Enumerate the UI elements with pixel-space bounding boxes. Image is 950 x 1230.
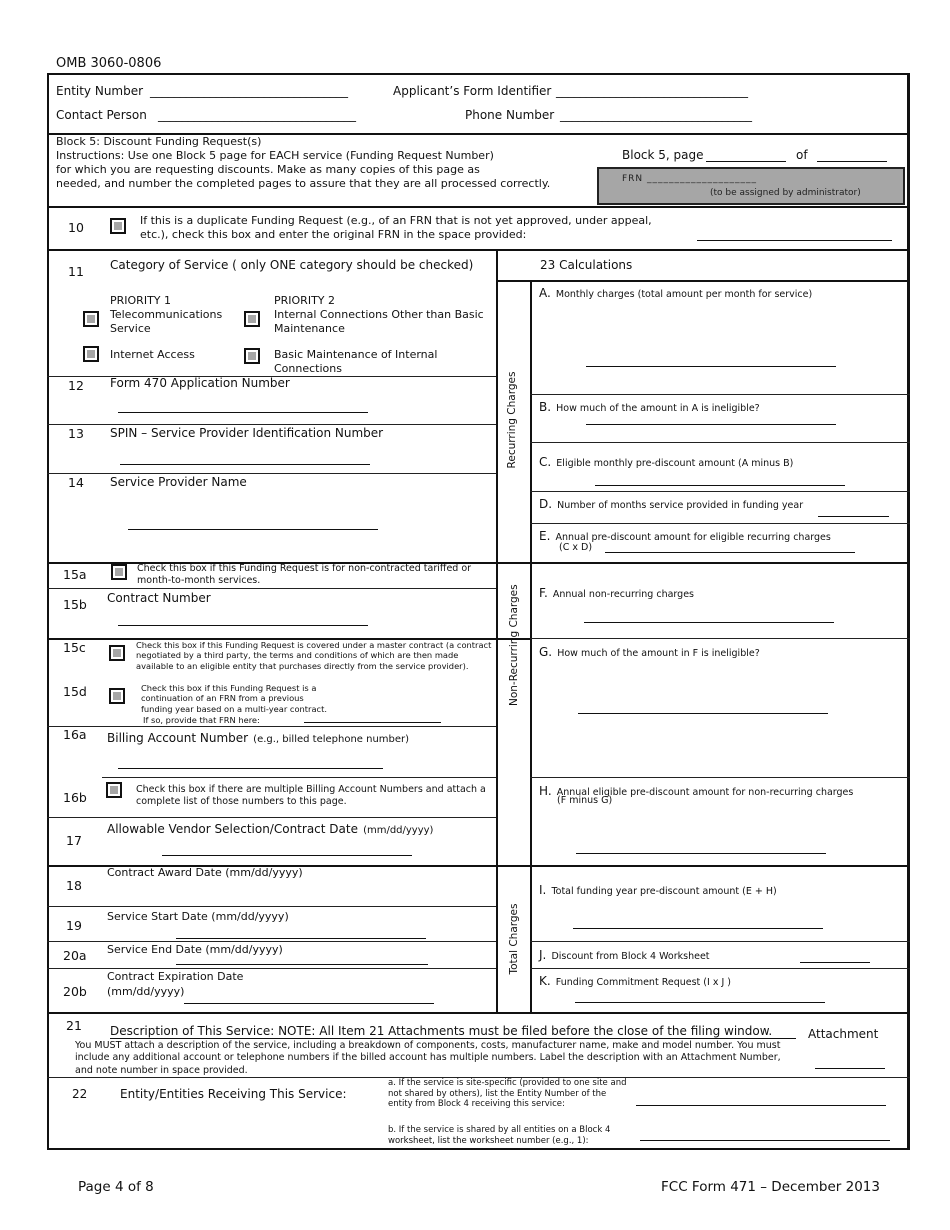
- telecom-service-checkbox[interactable]: [83, 311, 99, 327]
- item-16b-checkbox[interactable]: [106, 782, 122, 798]
- applicant-form-id-label: Applicant’s Form Identifier: [393, 84, 552, 98]
- block5-of-label: of: [796, 148, 808, 162]
- calc-k-letter: K.: [539, 974, 551, 988]
- calc-h-text-2: (F minus G): [557, 795, 613, 806]
- entity-number-field[interactable]: _________________________________: [150, 84, 348, 98]
- internet-access-checkbox[interactable]: [83, 346, 99, 362]
- item-15b-number: 15b: [63, 597, 87, 612]
- item-17-label-group: [107, 818, 433, 837]
- calc-f-row: [539, 582, 694, 601]
- item-16a-label: Billing Account Number: [107, 731, 249, 745]
- calc-g-text: How much of the amount in F is ineligible?: [557, 648, 760, 659]
- item-20b-number: 20b: [63, 984, 87, 999]
- item-22-a-text: a. If the service is site-specific (provided to one site and not shared by others), list the Entity Number of the entity from Block 4 receiving this service:: [388, 1078, 627, 1110]
- item-22-a-entity-number-field[interactable]: [636, 1105, 886, 1106]
- item-21-title: Description of This Service: NOTE: All Item 21 Attachments must be filed before the close of the filing window.: [110, 1024, 773, 1038]
- block5-page-field[interactable]: [706, 161, 786, 162]
- calc-b-letter: B.: [539, 400, 552, 414]
- service-end-date-field[interactable]: [176, 964, 428, 965]
- calc-j-text: Discount from Block 4 Worksheet: [551, 951, 710, 962]
- phone-number-label: Phone Number: [465, 108, 555, 122]
- calc-i-row: [539, 879, 777, 898]
- item-15c-checkbox[interactable]: [109, 645, 125, 661]
- item-15c-text: Check this box if this Funding Request is covered under a master contract (a contract negotiated by a third party, the terms and conditions of which are then made available to an eligible entity that purchases directly from the service provider).: [136, 640, 492, 671]
- calc-c-text: Eligible monthly pre-discount amount (A minus B): [556, 458, 794, 469]
- service-provider-name-field[interactable]: [128, 529, 378, 530]
- item-21-title-underline: [110, 1038, 796, 1039]
- item-16a-label-group: [107, 727, 409, 746]
- frn-box: [597, 167, 905, 205]
- calc-j-field[interactable]: [800, 962, 870, 963]
- item-20b-label-2: (mm/dd/yyyy): [107, 985, 185, 998]
- item-17-number: 17: [66, 833, 82, 848]
- block5-instructions-2: for which you are requesting discounts. Make as many copies of this page as: [56, 163, 480, 176]
- contract-number-field[interactable]: [118, 625, 368, 626]
- item-10-checkbox[interactable]: [110, 218, 126, 234]
- block5-of-field[interactable]: [817, 161, 887, 162]
- attachment-number-field[interactable]: [815, 1068, 885, 1069]
- total-charges-label: Total Charges: [508, 903, 520, 975]
- item-18-number: 18: [66, 878, 82, 893]
- item-15d-text: Check this box if this Funding Request is a continuation of an FRN from a previous funding year based on a multi-year contract.: [141, 683, 327, 714]
- calc-k-field[interactable]: [575, 1002, 825, 1003]
- vendor-selection-date-field[interactable]: [162, 855, 412, 856]
- item-13-label: SPIN – Service Provider Identification Number: [110, 426, 384, 440]
- calc-k-text: Funding Commitment Request (I x J ): [555, 977, 731, 988]
- calc-c-field[interactable]: [595, 485, 845, 486]
- frn-note: (to be assigned by administrator): [710, 188, 861, 198]
- block5-instructions-3: needed, and number the completed pages to assure that they are all processed correctly.: [56, 177, 551, 190]
- item-12-label: Form 470 Application Number: [110, 376, 290, 390]
- item-11-number: 11: [68, 264, 84, 279]
- item-17-label: Allowable Vendor Selection/Contract Date: [107, 822, 358, 836]
- calc-d-letter: D.: [539, 497, 553, 511]
- calc-a-letter: A.: [539, 286, 551, 300]
- omb-number: OMB 3060-0806: [56, 56, 162, 71]
- item-16a-number: 16a: [63, 727, 87, 742]
- spin-field[interactable]: [120, 464, 370, 465]
- calc-h-field[interactable]: [576, 853, 826, 854]
- priority-1-title: PRIORITY 1: [110, 294, 171, 307]
- previous-frn-field[interactable]: [304, 722, 441, 723]
- item-18-label: Contract Award Date (mm/dd/yyyy): [107, 866, 303, 879]
- item-11-title: Category of Service ( only ONE category should be checked): [110, 258, 474, 272]
- footer-page-number: Page 4 of 8: [78, 1179, 154, 1195]
- item-17-hint: (mm/dd/yyyy): [363, 825, 434, 836]
- item-10-original-frn-field[interactable]: [697, 240, 892, 241]
- calc-b-field[interactable]: [586, 424, 836, 425]
- calc-h-text: Annual eligible pre-discount amount for non-recurring charges: [556, 787, 854, 798]
- block5-page-label: Block 5, page: [622, 148, 704, 162]
- calc-d-row: [539, 493, 803, 512]
- calc-j-letter: J.: [539, 948, 547, 962]
- recurring-charges-label: Recurring Charges: [506, 371, 518, 469]
- calc-d-text: Number of months service provided in funding year: [557, 500, 804, 511]
- item-15d-checkbox[interactable]: [109, 688, 125, 704]
- contact-person-field[interactable]: _________________________________: [158, 108, 356, 122]
- calc-f-text: Annual non-recurring charges: [552, 589, 694, 600]
- calc-f-letter: F.: [539, 586, 548, 600]
- internal-connections-label: Internal Connections Other than Basic Maintenance: [274, 308, 484, 335]
- item-15a-text: Check this box if this Funding Request is for non-contracted tariffed or month-to-month services.: [137, 563, 472, 587]
- item-15a-number: 15a: [63, 567, 87, 582]
- item-20a-number: 20a: [63, 948, 87, 963]
- form-470-number-field[interactable]: [118, 412, 368, 413]
- priority-2-title: PRIORITY 2: [274, 294, 335, 307]
- calc-g-field[interactable]: [578, 713, 828, 714]
- telecom-service-label: Telecommunications Service: [110, 308, 223, 335]
- item-15d-text-2: If so, provide that FRN here:: [143, 715, 260, 725]
- calc-e-field[interactable]: [605, 552, 855, 553]
- item-21-number: 21: [66, 1018, 82, 1033]
- calc-a-text: Monthly charges (total amount per month for service): [555, 289, 813, 300]
- calc-c-letter: C.: [539, 455, 552, 469]
- item-21-body: You MUST attach a description of the service, including a breakdown of components, costs, manufacturer name, make and model number. You must include any additional account or telephone numbers if the billed account has multiple numbers. Label the description with an Attachment Number, and note number in space provided.: [75, 1040, 781, 1076]
- item-20b-label-1: Contract Expiration Date: [107, 970, 244, 983]
- calc-i-field[interactable]: [573, 928, 823, 929]
- item-16b-number: 16b: [63, 790, 87, 805]
- basic-maintenance-label: Basic Maintenance of Internal Connections: [274, 348, 438, 375]
- attachment-label: Attachment: [808, 1027, 879, 1041]
- non-recurring-charges-label: Non-Recurring Charges: [508, 584, 520, 706]
- item-10-text: If this is a duplicate Funding Request (e.g., of an FRN that is not yet approved, under appeal, etc.), check this box and enter the original FRN in the space provided:: [140, 214, 652, 242]
- service-start-date-field[interactable]: [176, 938, 426, 939]
- item-22-label: Entity/Entities Receiving This Service:: [120, 1087, 347, 1101]
- basic-maintenance-checkbox[interactable]: [244, 348, 260, 364]
- calculations-title: 23 Calculations: [540, 258, 633, 272]
- contact-person-label: Contact Person: [56, 108, 147, 122]
- item-22-b-text: b. If the service is shared by all entities on a Block 4 worksheet, list the worksheet number (e.g., 1):: [388, 1125, 611, 1146]
- block5-instructions-1: Instructions: Use one Block 5 page for EACH service (Funding Request Number): [56, 149, 494, 162]
- billing-account-number-field[interactable]: [118, 768, 383, 769]
- calc-b-row: [539, 396, 760, 415]
- calc-f-field[interactable]: [584, 622, 834, 623]
- item-16b-text: Check this box if there are multiple Billing Account Numbers and attach a complete list of those numbers to this page.: [136, 784, 486, 808]
- item-22-b-worksheet-number-field[interactable]: [640, 1140, 890, 1141]
- item-19-number: 19: [66, 918, 82, 933]
- calc-j-row: [539, 944, 710, 963]
- calc-e-text-2: (C x D): [559, 542, 593, 553]
- contract-expiration-date-field[interactable]: [184, 1003, 434, 1004]
- calc-g-letter: G.: [539, 645, 553, 659]
- calc-e-letter: E.: [539, 529, 551, 543]
- item-19-label: Service Start Date (mm/dd/yyyy): [107, 910, 289, 923]
- calc-a-row: [539, 282, 812, 301]
- internal-connections-checkbox[interactable]: [244, 311, 260, 327]
- frn-label: FRN ____________________: [622, 174, 758, 184]
- item-22-number: 22: [72, 1087, 88, 1101]
- item-12-number: 12: [68, 378, 84, 393]
- calc-h-letter: H.: [539, 784, 552, 798]
- item-15c-number: 15c: [63, 640, 86, 655]
- entity-number-label: Entity Number: [56, 84, 144, 98]
- applicant-form-id-field[interactable]: ________________________________: [556, 84, 748, 98]
- item-15b-label: Contract Number: [107, 591, 211, 605]
- calc-c-row: [539, 451, 793, 470]
- calc-e-text: Annual pre-discount amount for eligible recurring charges: [555, 532, 831, 543]
- item-20a-label: Service End Date (mm/dd/yyyy): [107, 943, 283, 956]
- item-16a-hint: (e.g., billed telephone number): [253, 734, 410, 745]
- item-15a-checkbox[interactable]: [111, 564, 127, 580]
- calc-g-row: [539, 641, 760, 660]
- calc-d-field[interactable]: [818, 516, 889, 517]
- calc-b-text: How much of the amount in A is ineligible?: [556, 403, 760, 414]
- item-13-number: 13: [68, 426, 84, 441]
- block5-title: Block 5: Discount Funding Request(s): [56, 135, 262, 148]
- item-15d-number: 15d: [63, 684, 87, 699]
- phone-number-field[interactable]: ________________________________: [560, 108, 752, 122]
- item-14-number: 14: [68, 475, 84, 490]
- calc-k-row: [539, 970, 731, 989]
- item-10-number: 10: [68, 220, 84, 235]
- calc-i-letter: I.: [539, 883, 547, 897]
- calc-a-field[interactable]: [586, 366, 836, 367]
- calc-i-text: Total funding year pre-discount amount (E + H): [551, 886, 777, 897]
- footer-form-name: FCC Form 471 – December 2013: [661, 1179, 880, 1195]
- internet-access-label: Internet Access: [110, 348, 195, 361]
- item-14-label: Service Provider Name: [110, 475, 247, 489]
